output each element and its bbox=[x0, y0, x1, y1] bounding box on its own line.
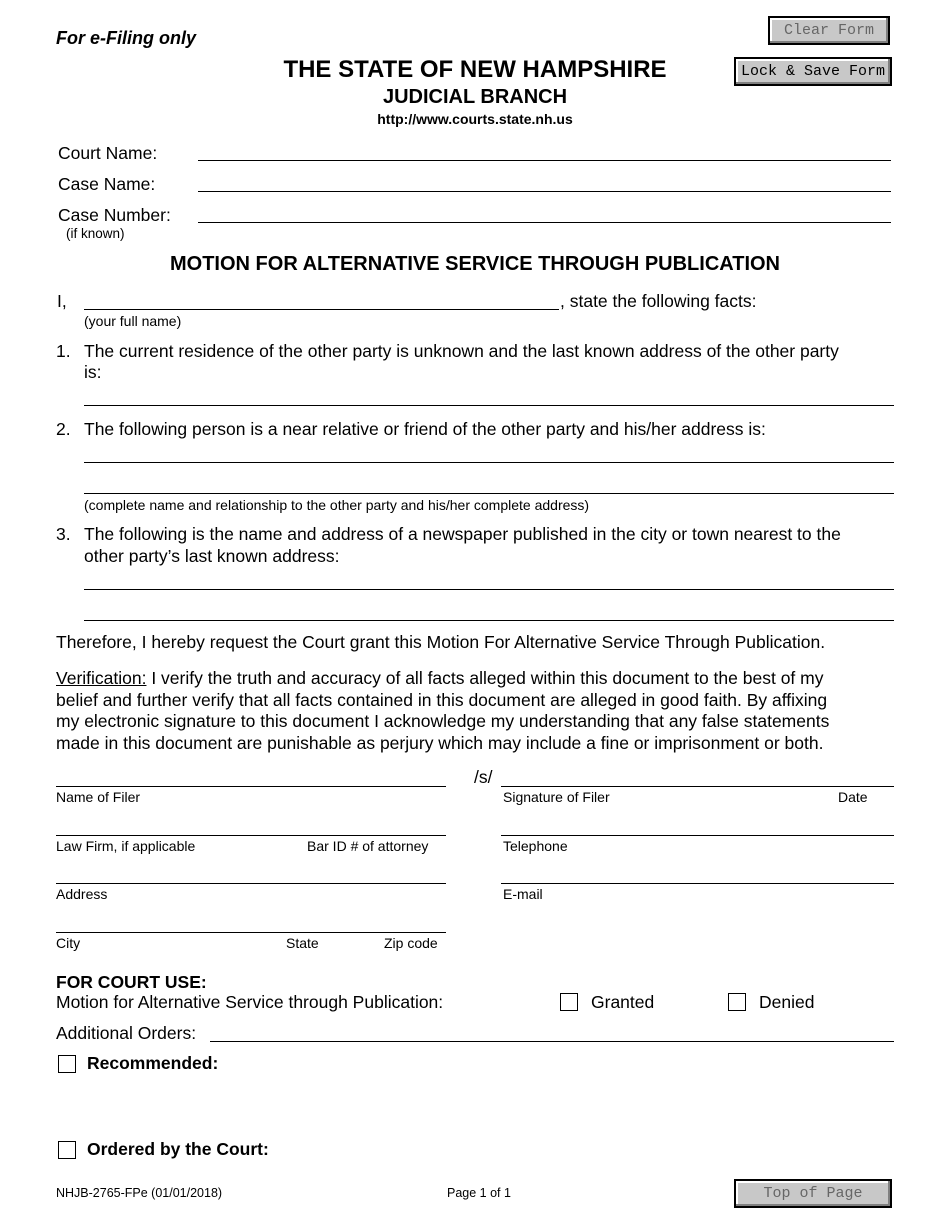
item-1-answer-line[interactable] bbox=[84, 405, 894, 406]
verification-label: Verification: bbox=[56, 668, 147, 688]
item-1-text-cont: is: bbox=[84, 362, 102, 382]
address-field[interactable] bbox=[56, 883, 446, 884]
additional-orders-label: Additional Orders: bbox=[56, 1023, 197, 1043]
item-2-answer-line-2[interactable] bbox=[84, 493, 894, 494]
law-firm-field[interactable] bbox=[56, 835, 446, 836]
if-known-hint: (if known) bbox=[66, 226, 125, 241]
clear-form-button[interactable]: Clear Form bbox=[768, 16, 890, 45]
verification-paragraph bbox=[56, 668, 896, 754]
ordered-label: Ordered by the Court: bbox=[87, 1139, 269, 1159]
city-state-zip-field[interactable] bbox=[56, 932, 446, 933]
signature-of-filer-label: Signature of Filer bbox=[503, 789, 610, 805]
case-name-field[interactable] bbox=[198, 191, 891, 192]
denied-label: Denied bbox=[759, 992, 815, 1012]
law-firm-label: Law Firm, if applicable bbox=[56, 838, 196, 854]
court-name-label: Court Name: bbox=[58, 143, 158, 163]
page-number: Page 1 of 1 bbox=[447, 1186, 511, 1200]
name-of-filer-label: Name of Filer bbox=[56, 789, 141, 805]
verification-line-3: my electronic signature to this document I acknowledge my understanding that any false statements bbox=[56, 711, 830, 731]
item-2-text: The following person is a near relative or friend of the other party and his/her address is: bbox=[84, 419, 766, 439]
verification-line-1: I verify the truth and accuracy of all facts alleged within this document to the best of my bbox=[146, 668, 824, 688]
top-of-page-button[interactable]: Top of Page bbox=[734, 1179, 892, 1208]
efiling-note: For e-Filing only bbox=[56, 28, 196, 48]
city-label: City bbox=[56, 935, 81, 951]
ordered-checkbox[interactable] bbox=[58, 1141, 76, 1159]
intro-suffix: , state the following facts: bbox=[560, 291, 757, 311]
bar-id-label: Bar ID # of attorney bbox=[307, 838, 429, 854]
court-name-field[interactable] bbox=[198, 160, 891, 161]
item-3-text: The following is the name and address of a newspaper published in the city or town nearest to the bbox=[84, 524, 841, 544]
item-3-number: 3. bbox=[56, 524, 71, 544]
granted-checkbox[interactable] bbox=[560, 993, 578, 1011]
therefore-statement: Therefore, I hereby request the Court grant this Motion For Alternative Service Through Publication. bbox=[56, 632, 826, 652]
item-1-number: 1. bbox=[56, 341, 71, 361]
intro-prefix: I, bbox=[57, 291, 67, 311]
recommended-label: Recommended: bbox=[87, 1053, 219, 1073]
item-1-text: The current residence of the other party is unknown and the last known address of the other party bbox=[84, 341, 839, 361]
case-number-label: Case Number: bbox=[58, 205, 171, 225]
item-3-text-cont: other party’s last known address: bbox=[84, 546, 340, 566]
address-label: Address bbox=[56, 886, 108, 902]
court-url: http://www.courts.state.nh.us bbox=[377, 111, 573, 127]
verification-line-2: belief and further verify that all facts contained in this document are alleged in good faith. By affixing bbox=[56, 689, 828, 710]
email-label: E-mail bbox=[503, 886, 543, 902]
denied-checkbox[interactable] bbox=[728, 993, 746, 1011]
additional-orders-field[interactable] bbox=[210, 1041, 894, 1042]
signature-field[interactable] bbox=[501, 786, 894, 787]
case-name-label: Case Name: bbox=[58, 174, 156, 194]
item-2-hint: (complete name and relationship to the other party and his/her complete address) bbox=[84, 497, 590, 513]
item-2-answer-line-1[interactable] bbox=[84, 462, 894, 463]
form-id: NHJB-2765-FPe (01/01/2018) bbox=[56, 1186, 223, 1200]
zip-label: Zip code bbox=[384, 935, 438, 951]
lock-save-form-button[interactable]: Lock & Save Form bbox=[734, 57, 892, 86]
state-label: State bbox=[286, 935, 319, 951]
verification-line-4: made in this document are punishable as perjury which may include a fine or imprisonment or both. bbox=[56, 732, 824, 753]
branch-title: JUDICIAL BRANCH bbox=[382, 86, 568, 108]
full-name-hint: (your full name) bbox=[84, 313, 182, 329]
state-title: THE STATE OF NEW HAMPSHIRE bbox=[283, 56, 667, 83]
date-label: Date bbox=[838, 789, 868, 805]
motion-decision-label: Motion for Alternative Service through Publication: bbox=[56, 992, 444, 1012]
form-title: MOTION FOR ALTERNATIVE SERVICE THROUGH PUBLICATION bbox=[170, 253, 780, 275]
signature-mark: /s/ bbox=[474, 767, 493, 787]
item-3-answer-line-1[interactable] bbox=[84, 589, 894, 590]
case-number-field[interactable] bbox=[198, 222, 891, 223]
court-use-heading: FOR COURT USE: bbox=[56, 972, 207, 992]
item-2-number: 2. bbox=[56, 419, 71, 439]
email-field[interactable] bbox=[501, 883, 894, 884]
telephone-label: Telephone bbox=[503, 838, 568, 854]
name-of-filer-field[interactable] bbox=[56, 786, 446, 787]
full-name-field[interactable] bbox=[84, 309, 559, 310]
item-3-answer-line-2[interactable] bbox=[84, 620, 894, 621]
telephone-field[interactable] bbox=[501, 835, 894, 836]
granted-label: Granted bbox=[591, 992, 655, 1012]
recommended-checkbox[interactable] bbox=[58, 1055, 76, 1073]
